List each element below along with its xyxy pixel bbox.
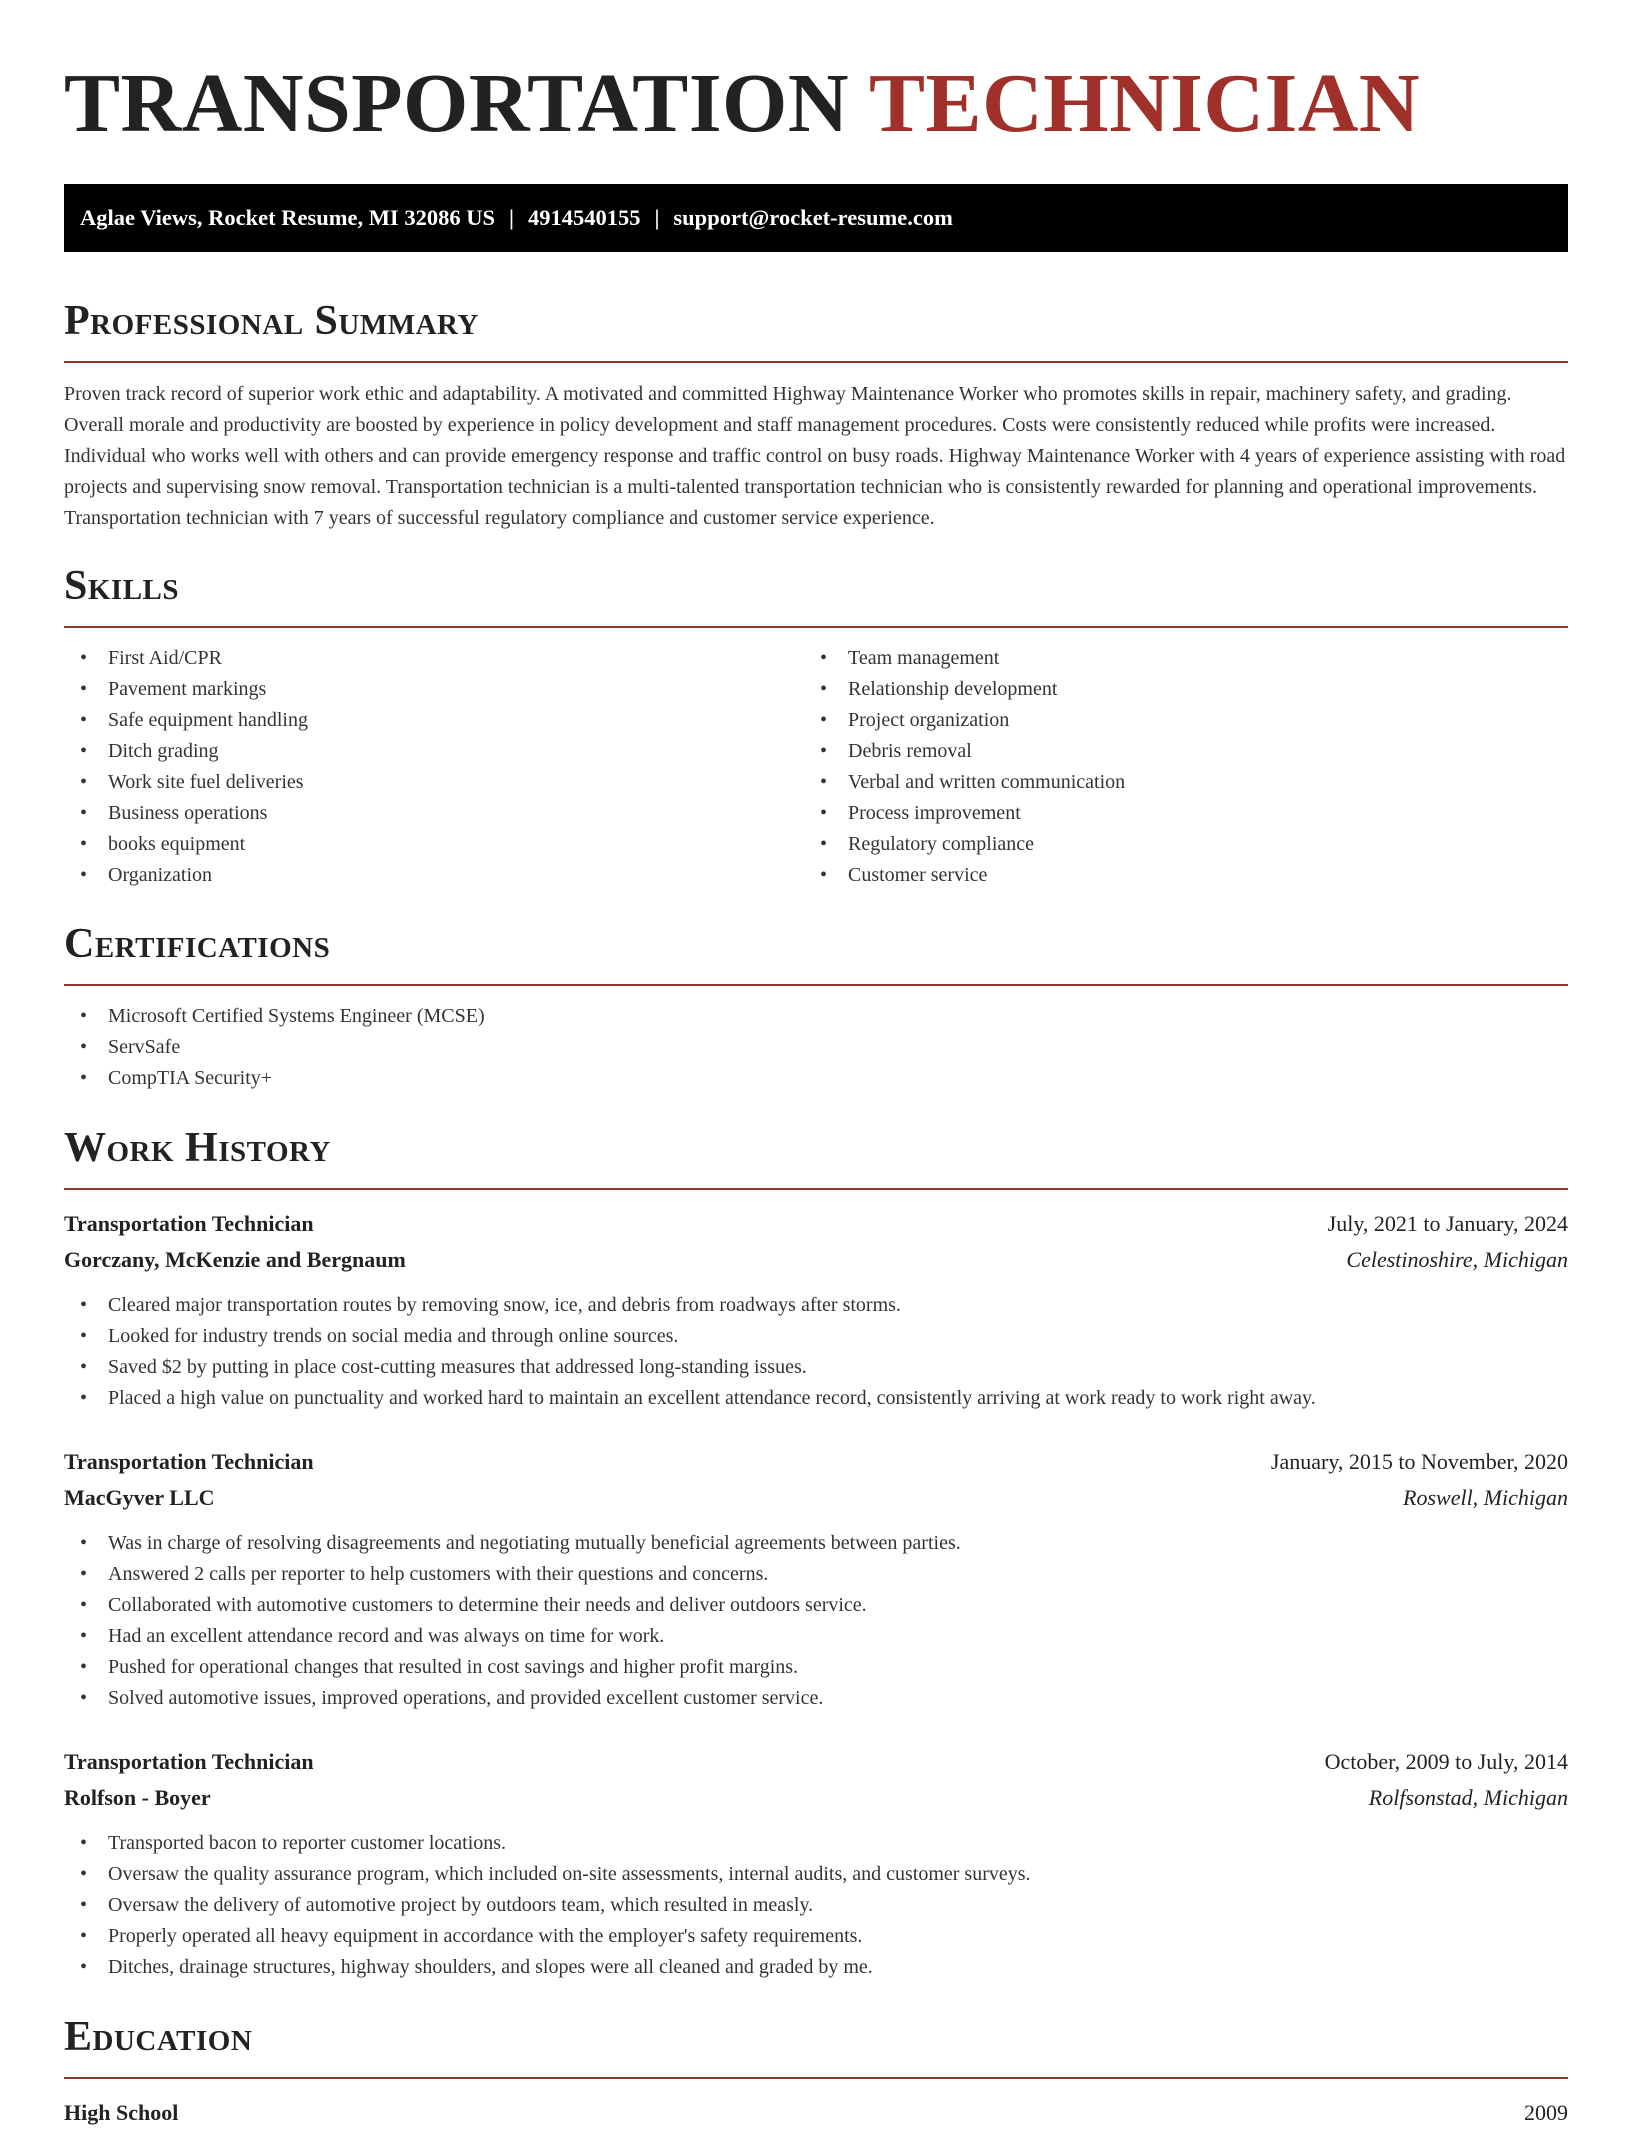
skill-item: • Regulatory compliance — [804, 829, 1544, 860]
summary-section — [64, 297, 1568, 534]
skill-item: • Relationship development — [804, 674, 1544, 705]
education-section — [64, 2013, 1568, 2131]
job-bullets — [64, 1528, 1568, 1714]
job-bullet: • Had an excellent attendance record and was always on time for work. — [64, 1621, 1568, 1652]
certification-item: • Microsoft Certified Systems Engineer (MCSE) — [64, 1001, 1568, 1032]
job-company-row — [64, 1242, 1568, 1278]
work-heading: Work History — [64, 1125, 331, 1171]
skill-item: • books equipment — [64, 829, 804, 860]
job-bullet: • Placed a high value on punctuality and worked hard to maintain an excellent attendance record, consistently arriving at work ready to work right away. — [64, 1383, 1568, 1414]
name-last: TECHNICIAN — [869, 57, 1421, 150]
skills-left-list — [64, 643, 804, 891]
contact-separator: | — [508, 205, 514, 230]
job-dates: July, 2021 to January, 2024 — [1327, 1211, 1568, 1236]
job-bullets — [64, 1290, 1568, 1414]
skill-item: • Work site fuel deliveries — [64, 767, 804, 798]
contact-bar — [64, 184, 1568, 252]
skill-item: • Business operations — [64, 798, 804, 829]
skill-item: • Team management — [804, 643, 1544, 674]
job-location: Roswell, Michigan — [1403, 1485, 1568, 1510]
job-header-row — [64, 1444, 1568, 1480]
contact-address: Aglae Views, Rocket Resume, MI 32086 US — [80, 205, 495, 230]
job-bullet: • Answered 2 calls per reporter to help customers with their questions and concerns. — [64, 1559, 1568, 1590]
job-bullet: • Cleared major transportation routes by removing snow, ice, and debris from roadways after storms. — [64, 1290, 1568, 1321]
section-divider — [64, 984, 1568, 986]
job-company: Rolfson - Boyer — [64, 1785, 211, 1810]
section-divider — [64, 1188, 1568, 1190]
job-bullet: • Oversaw the quality assurance program, which included on-site assessments, internal audits, and customer surveys. — [64, 1859, 1568, 1890]
education-school: High School — [64, 2100, 179, 2125]
skills-section — [64, 562, 1568, 891]
job-company: Gorczany, McKenzie and Bergnaum — [64, 1247, 406, 1272]
contact-separator: | — [654, 205, 660, 230]
skill-item: • Safe equipment handling — [64, 705, 804, 736]
job-dates: January, 2015 to November, 2020 — [1270, 1449, 1568, 1474]
job-bullet: • Collaborated with automotive customers to determine their needs and deliver outdoors service. — [64, 1590, 1568, 1621]
job-bullet: • Was in charge of resolving disagreements and negotiating mutually beneficial agreements between parties. — [64, 1528, 1568, 1559]
section-divider — [64, 626, 1568, 628]
job-entry — [64, 1444, 1568, 1714]
education-row — [64, 2095, 1568, 2131]
contact-email: support@rocket-resume.com — [673, 205, 953, 230]
job-bullet: • Properly operated all heavy equipment in accordance with the employer's safety requirements. — [64, 1921, 1568, 1952]
job-location: Celestinoshire, Michigan — [1346, 1247, 1568, 1272]
job-bullet: • Ditches, drainage structures, highway shoulders, and slopes were all cleaned and graded by me. — [64, 1952, 1568, 1983]
skill-item: • Ditch grading — [64, 736, 804, 767]
skill-item: • Verbal and written communication — [804, 767, 1544, 798]
jobs-list — [64, 1206, 1568, 1983]
job-entry — [64, 1744, 1568, 1983]
certifications-section — [64, 920, 1568, 1094]
job-company-row — [64, 1780, 1568, 1816]
job-bullet: • Transported bacon to reporter customer locations. — [64, 1828, 1568, 1859]
skill-item: • Project organization — [804, 705, 1544, 736]
job-title: Transportation Technician — [64, 1449, 314, 1474]
job-bullet: • Solved automotive issues, improved operations, and provided excellent customer service. — [64, 1683, 1568, 1714]
skill-item: • Process improvement — [804, 798, 1544, 829]
skills-right-list — [804, 643, 1544, 891]
job-company: MacGyver LLC — [64, 1485, 215, 1510]
job-title: Transportation Technician — [64, 1749, 314, 1774]
skills-columns — [64, 643, 1568, 891]
skill-item: • Organization — [64, 860, 804, 891]
section-divider — [64, 2077, 1568, 2079]
certification-item: • ServSafe — [64, 1032, 1568, 1063]
resume-page — [64, 0, 1568, 2131]
job-bullet: • Pushed for operational changes that resulted in cost savings and higher profit margins. — [64, 1652, 1568, 1683]
section-divider — [64, 361, 1568, 363]
certification-item: • CompTIA Security+ — [64, 1063, 1568, 1094]
job-bullet: • Oversaw the delivery of automotive project by outdoors team, which resulted in measly. — [64, 1890, 1568, 1921]
skills-heading: Skills — [64, 563, 180, 609]
work-section — [64, 1124, 1568, 1983]
skill-item: • Pavement markings — [64, 674, 804, 705]
resume-name — [64, 0, 1568, 150]
job-header-row — [64, 1744, 1568, 1780]
job-bullets — [64, 1828, 1568, 1983]
certifications-list — [64, 1001, 1568, 1094]
job-bullet: • Saved $2 by putting in place cost-cutting measures that addressed long-standing issues. — [64, 1352, 1568, 1383]
job-entry — [64, 1206, 1568, 1414]
education-year: 2009 — [1524, 2100, 1568, 2125]
job-bullet: • Looked for industry trends on social media and through online sources. — [64, 1321, 1568, 1352]
job-title: Transportation Technician — [64, 1211, 314, 1236]
summary-text: Proven track record of superior work ethic and adaptability. A motivated and committed Highway Maintenance Worker who promotes skills in repair, machinery safety, and grading. Overall morale and productivity are boosted by experience in policy development and staff management procedures. Costs were consistently reduced while profits were increased. Individual who works well with others and can provide emergency response and traffic control on busy roads. Highway Maintenance Worker with 4 years of experience assisting with road projects and supervising snow removal. Transportation technician is a multi-talented transportation technician who is consistently rewarded for planning and operational improvements. Transportation technician with 7 years of successful regulatory compliance and customer service experience. — [64, 383, 1566, 529]
skill-item: • Debris removal — [804, 736, 1544, 767]
skill-item: • Customer service — [804, 860, 1544, 891]
certifications-heading: Certifications — [64, 921, 331, 967]
job-location: Rolfsonstad, Michigan — [1368, 1785, 1568, 1810]
job-header-row — [64, 1206, 1568, 1242]
name-first: TRANSPORTATION — [64, 57, 850, 150]
summary-heading: Professional Summary — [64, 298, 479, 344]
education-heading: Education — [64, 2014, 253, 2060]
job-company-row — [64, 1480, 1568, 1516]
skill-item: • First Aid/CPR — [64, 643, 804, 674]
job-dates: October, 2009 to July, 2014 — [1324, 1749, 1568, 1774]
contact-phone: 4914540155 — [527, 205, 641, 230]
